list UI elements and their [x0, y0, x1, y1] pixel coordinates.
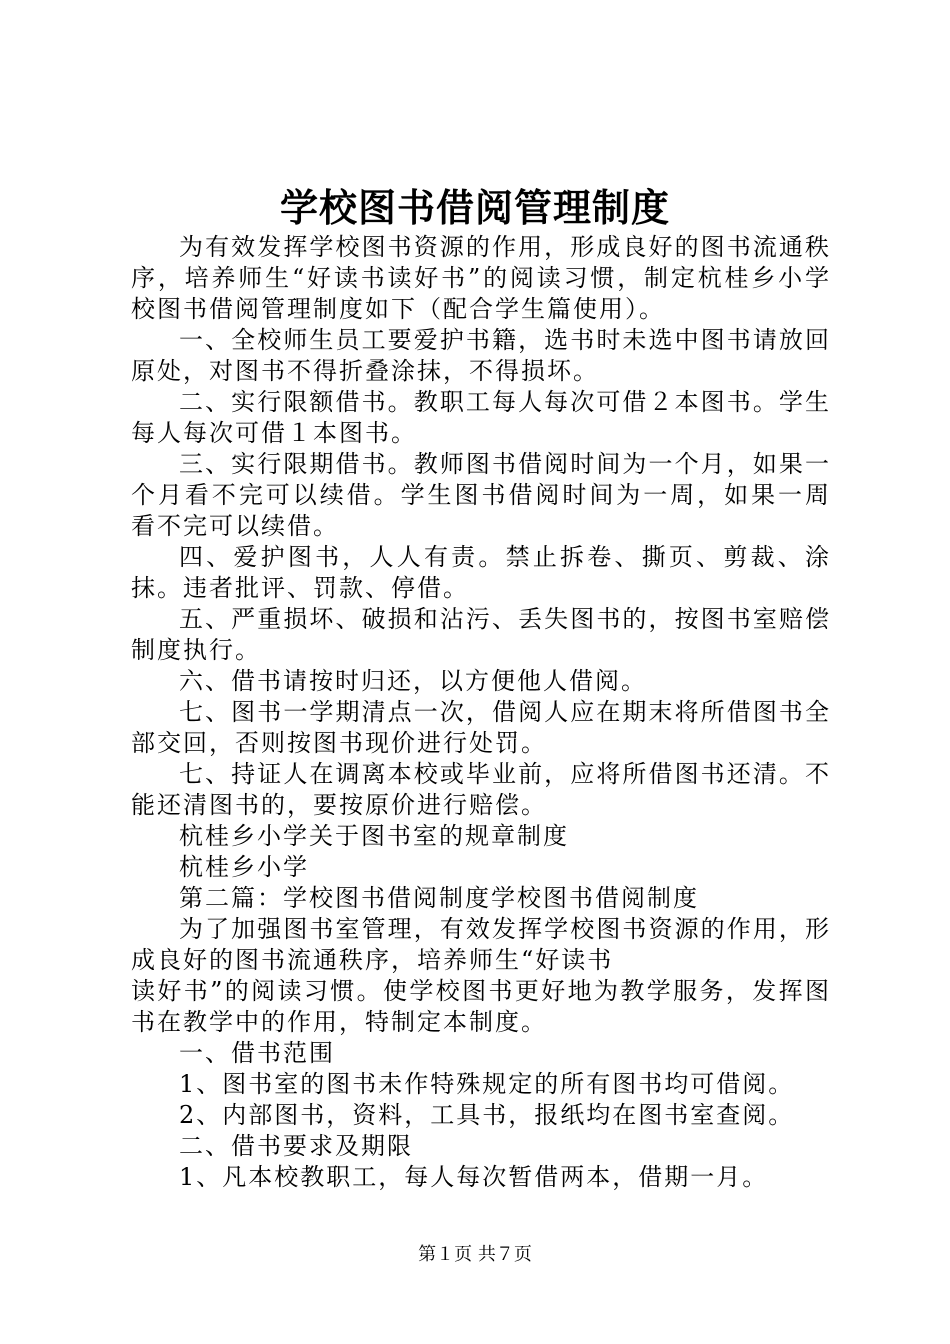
document-body [131, 232, 831, 1193]
signature-line: 杭桂乡小学 [179, 853, 309, 881]
paragraph: 四、爱护图书，人人有责。禁止拆卷、撕页、剪裁、涂抹。违者批评、罚款、停借。 [131, 543, 831, 602]
paragraph: 六、借书请按时归还，以方便他人借阅。 [179, 667, 647, 695]
section-heading: 第二篇：学校图书借阅制度学校图书借阅制度 [179, 884, 699, 912]
paragraph: 七、图书一学期清点一次，借阅人应在期末将所借图书全部交回，否则按图书现价进行处罚。 [131, 698, 831, 757]
paragraph: 二、实行限额借书。教职工每人每次可借２本图书。学生每人每次可借１本图书。 [131, 388, 831, 447]
page-title: 学校图书借阅管理制度 [279, 185, 670, 230]
list-item: 1、凡本校教职工，每人每次暂借两本，借期一月。 [179, 1163, 769, 1191]
list-item: 1、图书室的图书未作特殊规定的所有图书均可借阅。 [179, 1070, 795, 1098]
paragraph: 三、实行限期借书。教师图书借阅时间为一个月，如果一个月看不完可以续借。学生图书借阅时间为一周，如果一周看不完可以续借。 [131, 450, 831, 540]
paragraph: 一、全校师生员工要爱护书籍，选书时未选中图书请放回原处，对图书不得折叠涂抹，不得损坏。 [131, 326, 831, 385]
section-heading: 二、借书要求及期限 [179, 1132, 413, 1160]
paragraph: 读好书”的阅读习惯。使学校图书更好地为教学服务，发挥图书在教学中的作用，特制定本制度。 [131, 977, 831, 1036]
section-heading: 一、借书范围 [179, 1039, 335, 1067]
paragraph: 为了加强图书室管理，有效发挥学校图书资源的作用，形成良好的图书流通秩序，培养师生“好读书 [131, 915, 831, 974]
closing-line: 杭桂乡小学关于图书室的规章制度 [179, 822, 569, 850]
list-item: 2、内部图书，资料，工具书，报纸均在图书室查阅。 [179, 1101, 795, 1129]
paragraph: 为有效发挥学校图书资源的作用，形成良好的图书流通秩序，培养师生“好读书读好书”的阅读习惯，制定杭桂乡小学校图书借阅管理制度如下（配合学生篇使用）。 [131, 233, 831, 323]
paragraph: 五、严重损坏、破损和沾污、丢失图书的，按图书室赔偿制度执行。 [131, 605, 831, 664]
page-footer: 第１页 共７页 [418, 1244, 532, 1265]
paragraph: 七、持证人在调离本校或毕业前，应将所借图书还清。不能还清图书的，要按原价进行赔偿。 [131, 760, 831, 819]
